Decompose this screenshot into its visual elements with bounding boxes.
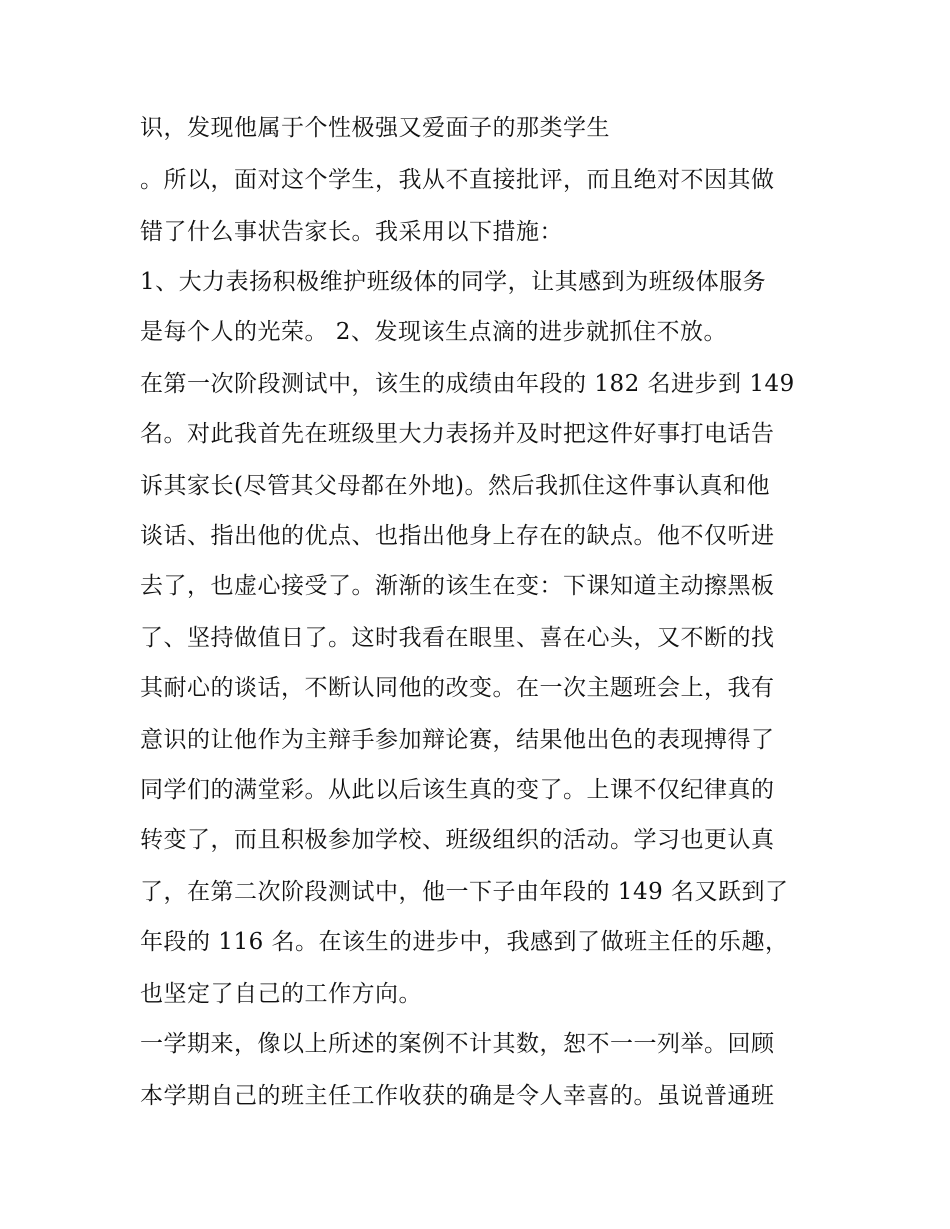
text-line: 名。对此我首先在班级里大力表扬并及时把这件好事打电话告 — [140, 421, 775, 447]
text-line: 是每个人的光荣。 2、发现该生点滴的进步就抓住不放。 — [140, 319, 727, 345]
text-line: 本学期自己的班主任工作收获的确是令人幸喜的。虽说普通班 — [140, 1083, 775, 1109]
text-line: 一学期来，像以上所述的案例不计其数，恕不一一列举。回顾 — [140, 1031, 775, 1057]
text-line: 转变了，而且积极参加学校、班级组织的活动。学习也更认真 — [140, 827, 775, 853]
text-line: 年段的 116 名。在该生的进步中，我感到了做班主任的乐趣， — [140, 929, 789, 955]
text-line: 识，发现他属于个性极强又爱面子的那类学生 — [140, 115, 610, 141]
text-line: 1、大力表扬积极维护班级体的同学，让其感到为班级体服务 — [140, 269, 767, 295]
text-line: 也坚定了自己的工作方向。 — [140, 981, 422, 1007]
text-line: 在第一次阶段测试中，该生的成绩由年段的 182 名进步到 149 — [140, 371, 795, 397]
text-line: 。所以，面对这个学生，我从不直接批评，而且绝对不因其做 — [140, 167, 775, 193]
text-line: 了、坚持做值日了。这时我看在眼里、喜在心头，又不断的找 — [140, 625, 775, 651]
text-line: 错了什么事状告家长。我采用以下措施： — [140, 219, 563, 245]
text-line: 同学们的满堂彩。从此以后该生真的变了。上课不仅纪律真的 — [140, 777, 775, 803]
text-line: 其耐心的谈话，不断认同他的改变。在一次主题班会上，我有 — [140, 675, 775, 701]
text-line: 谈话、指出他的优点、也指出他身上存在的缺点。他不仅听进 — [140, 523, 775, 549]
text-line: 意识的让他作为主辩手参加辩论赛，结果他出色的表现搏得了 — [140, 727, 775, 753]
text-line: 诉其家长(尽管其父母都在外地)。然后我抓住这件事认真和他 — [140, 473, 770, 499]
text-line: 去了，也虚心接受了。渐渐的该生在变：下课知道主动擦黑板 — [140, 573, 775, 599]
text-line: 了，在第二次阶段测试中，他一下子由年段的 149 名又跃到了 — [140, 879, 789, 905]
